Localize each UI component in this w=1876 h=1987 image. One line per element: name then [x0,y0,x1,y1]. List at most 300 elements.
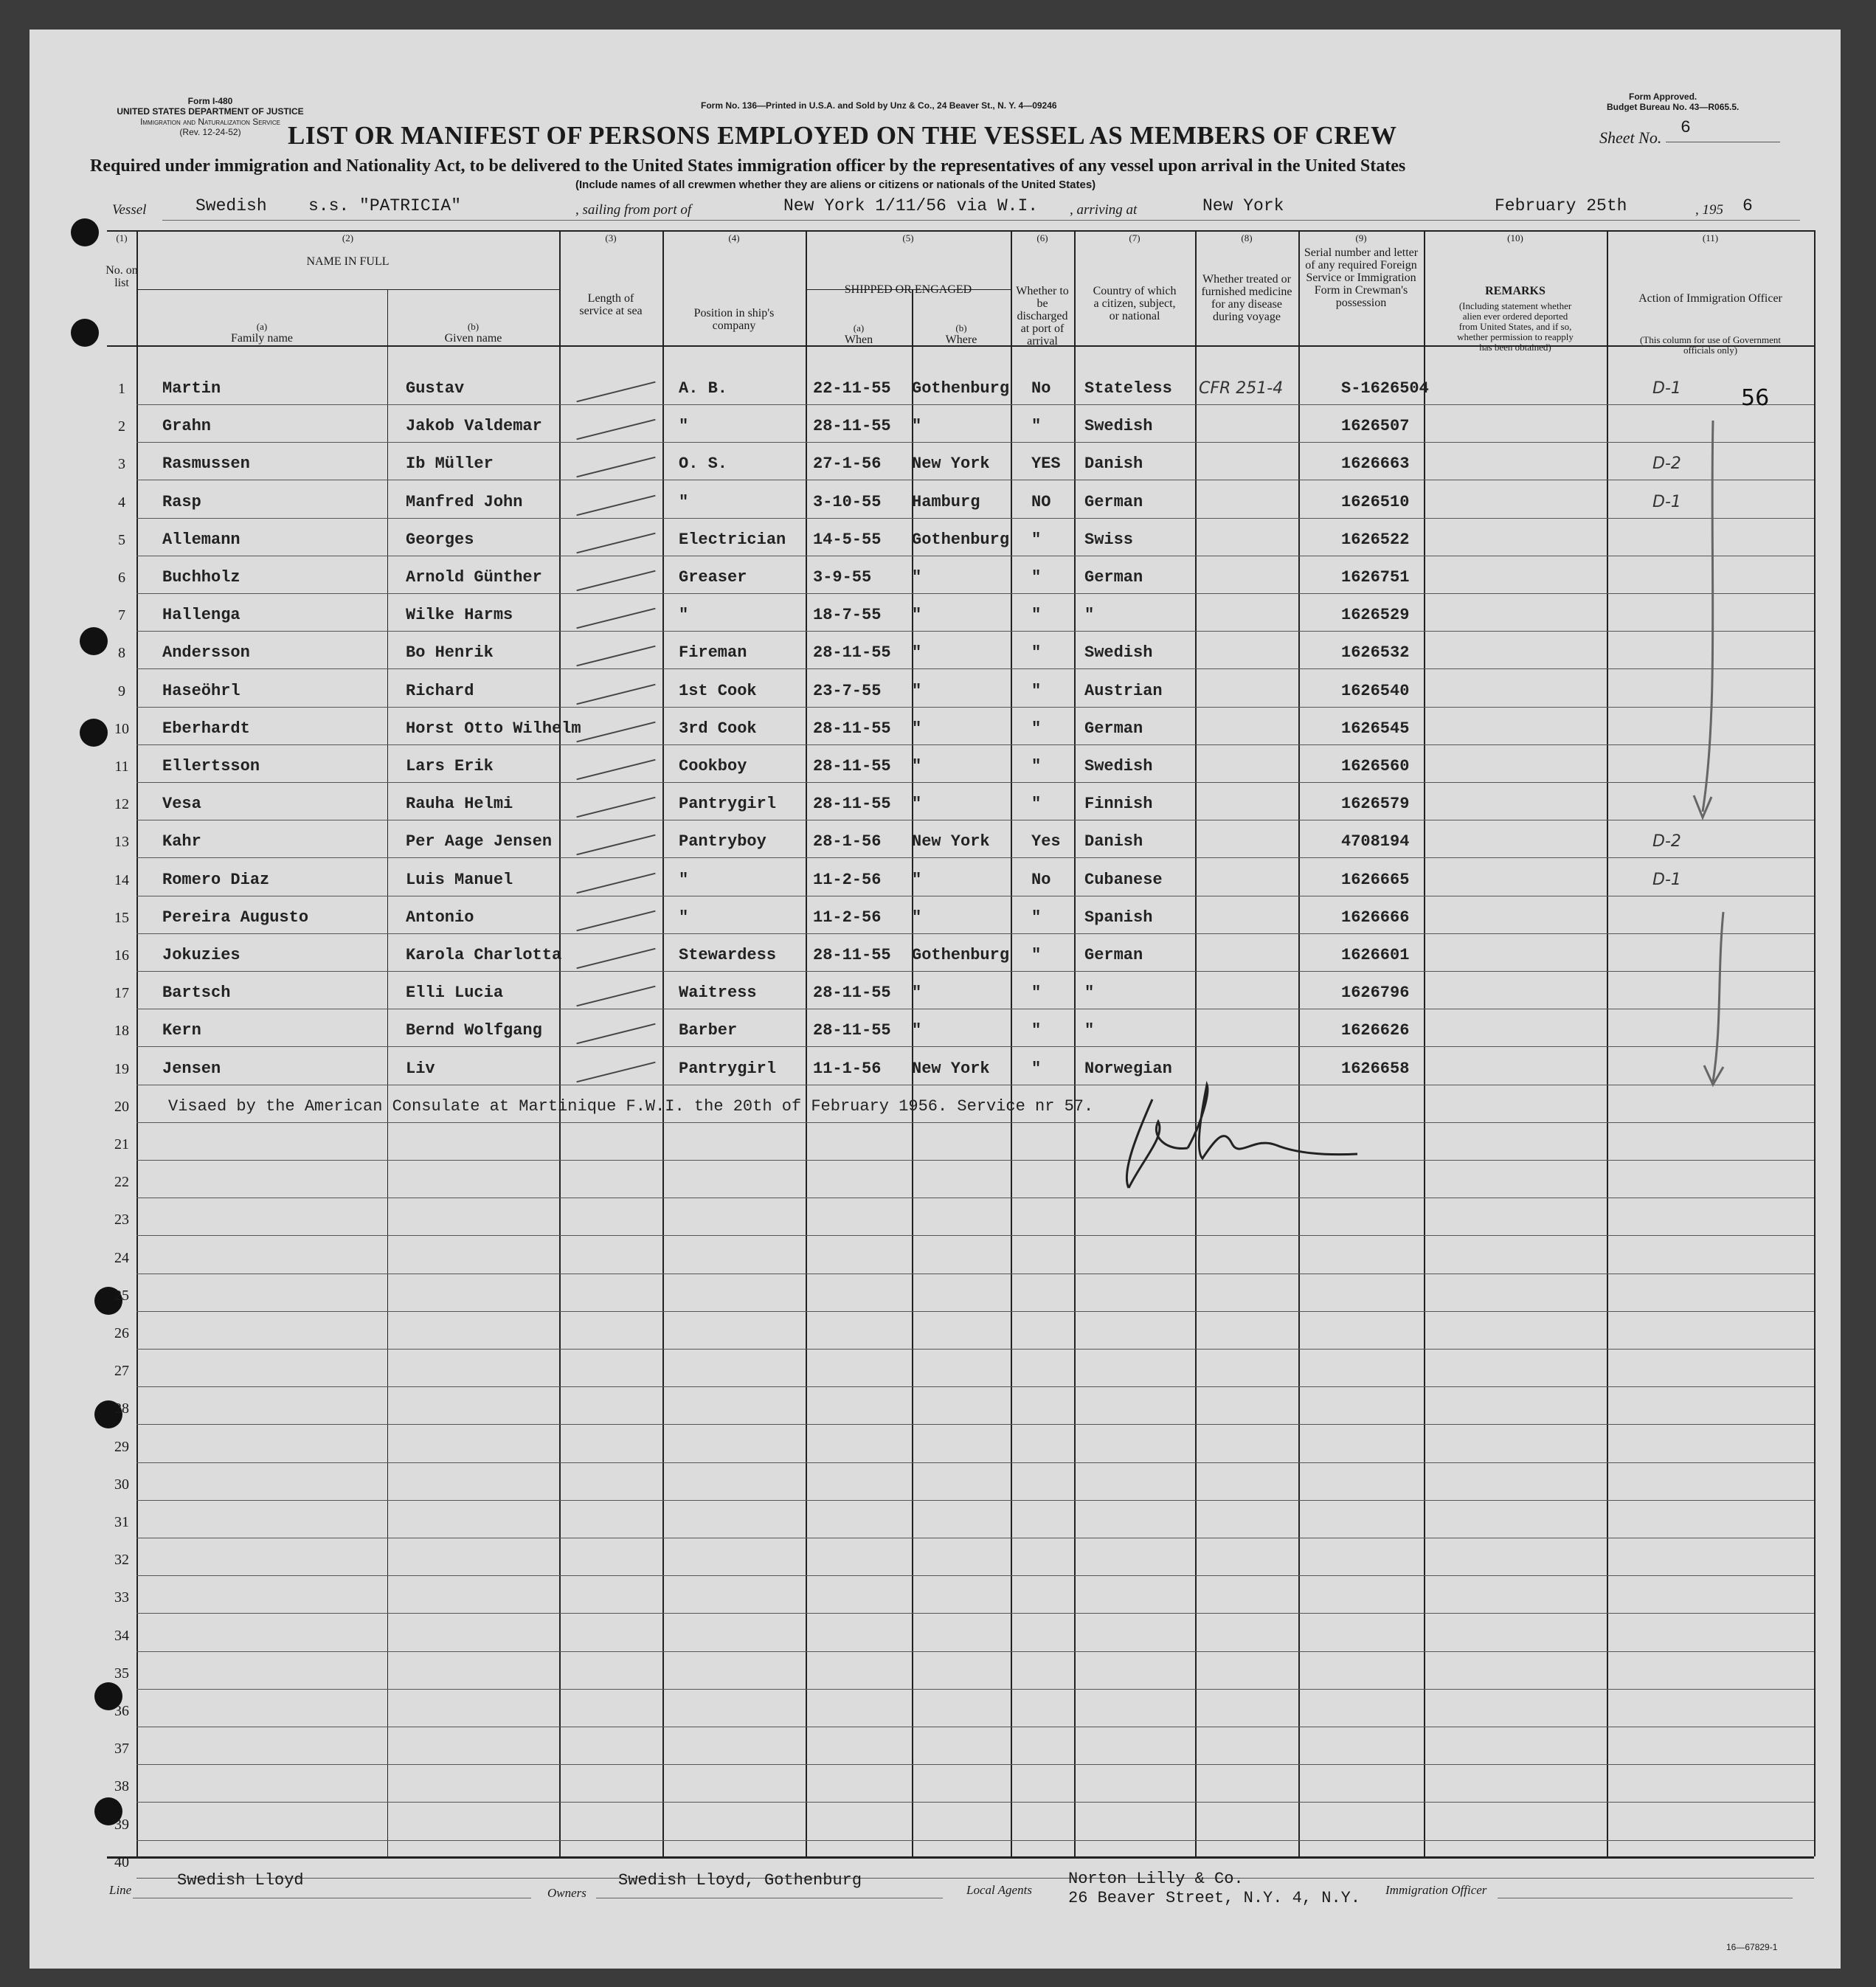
crew-family-name: Rasp [162,493,201,511]
row-number: 17 [114,985,129,1001]
length-slash [576,608,655,629]
crew-discharged: " [1031,946,1042,964]
form-subtitle: Required under immigration and Nationality Act, to be delivered to the United States immigration officer by the representatives of any vessel upon arrival in the United States [90,156,1406,176]
length-slash [576,570,655,592]
vessel-nationality: Swedish [195,196,267,215]
crew-given-name: Rauha Helmi [406,795,513,813]
vessel-label: Vessel [112,202,147,218]
crew-discharged: " [1031,908,1042,927]
crew-discharged: Yes [1031,832,1061,851]
crew-position: " [679,908,689,927]
length-slash [576,684,655,705]
footer-line-label: Line [109,1883,132,1897]
row-number: 30 [114,1476,129,1493]
punch-hole [80,627,108,655]
crew-when: 14-5-55 [813,531,882,549]
col-number: (3) [605,232,617,243]
crew-position: A. B. [679,379,728,398]
crew-position: O. S. [679,455,728,473]
row-number: 8 [118,645,125,661]
crew-where: " [912,757,922,775]
crew-serial: 1626522 [1341,531,1410,549]
row-divider [136,1311,1814,1312]
crew-country: Swedish [1084,643,1153,662]
length-slash [576,457,655,478]
punch-hole [80,719,108,747]
footer-code: 16—67829-1 [1726,1942,1778,1952]
crew-treated: CFR 251-4 [1199,379,1284,398]
crew-serial: 1626626 [1341,1021,1410,1040]
crew-when: 28-11-55 [813,643,891,662]
col-letter: (b) [467,321,480,332]
crew-where: " [912,984,922,1002]
crew-family-name: Jokuzies [162,946,240,964]
col-number: (4) [728,232,740,243]
table-top-border [107,230,1814,232]
crew-serial: 1626510 [1341,493,1410,511]
crew-given-name: Arnold Günther [406,568,542,587]
crew-given-name: Ib Müller [406,455,494,473]
crew-country: Swedish [1084,417,1153,435]
length-slash [576,1023,655,1045]
length-slash [576,797,655,818]
row-divider [136,857,1814,858]
header-shipped: SHIPPED OR ENGAGED [844,283,972,296]
header-discharged: Whether to be discharged at port of arrival [1016,285,1069,348]
crew-when: 28-1-56 [813,832,882,851]
row-divider [136,1840,1814,1841]
crew-serial: 1626560 [1341,757,1410,775]
crew-country: Stateless [1084,379,1172,398]
crew-country: Finnish [1084,795,1153,813]
header-where: Where [945,334,977,346]
crew-when: 28-11-55 [813,417,891,435]
length-slash [576,533,655,554]
header-treated: Whether treated or furnished medicine for any disease during voyage [1201,273,1292,323]
crew-family-name: Andersson [162,643,250,662]
crew-serial: 1626751 [1341,568,1410,587]
crew-country: Swedish [1084,757,1153,775]
crew-action: D-1 [1652,493,1681,511]
crew-family-name: Haseöhrl [162,682,240,700]
crew-family-name: Bartsch [162,984,231,1002]
crew-given-name: Georges [406,531,474,549]
crew-discharged: " [1031,643,1042,662]
dept-line: UNITED STATES DEPARTMENT OF JUSTICE [117,106,304,117]
crew-where: New York [912,455,990,473]
col-number: (1) [116,232,128,243]
row-number: 33 [114,1589,129,1606]
row-divider [136,707,1814,708]
row-divider [136,1802,1814,1803]
crew-where: Gothenburg [912,379,1010,398]
crew-given-name: Horst Otto Wilhelm [406,719,581,738]
row-divider [136,1235,1814,1236]
crew-family-name: Pereira Augusto [162,908,309,927]
crew-position: Pantrygirl [679,1060,777,1078]
crew-where: " [912,719,922,738]
printer-line: Form No. 136—Printed in U.S.A. and Sold by Unz & Co., 24 Beaver St., N. Y. 4—09246 [701,100,1057,111]
crew-country: Swiss [1084,531,1134,549]
length-slash [576,646,655,667]
crew-discharged: " [1031,1060,1042,1078]
crew-when: 3-10-55 [813,493,882,511]
crew-when: 11-2-56 [813,908,882,927]
visa-note: Visaed by the American Consulate at Martinique F.W.I. the 20th of February 1956. Service nr 57. [168,1097,1094,1116]
header-remarks: REMARKS [1485,285,1546,297]
crew-given-name: Jakob Valdemar [406,417,542,435]
crew-when: 18-7-55 [813,606,882,624]
crew-country: German [1084,719,1143,738]
length-slash [576,986,655,1007]
crew-position: " [679,871,689,889]
crew-given-name: Manfred John [406,493,523,511]
row-divider [136,1764,1814,1765]
crew-serial: 1626532 [1341,643,1410,662]
budget-bureau: Budget Bureau No. 43—R065.5. [1607,102,1740,112]
sailing-from: New York 1/11/56 via W.I. [783,196,1039,215]
crew-serial: S-1626504 [1341,379,1429,398]
row-divider [136,1349,1814,1350]
crew-position: " [679,417,689,435]
row-divider [136,1462,1814,1463]
length-slash [576,419,655,440]
crew-serial: 1626663 [1341,455,1410,473]
row-number: 39 [114,1817,129,1833]
crew-discharged: " [1031,606,1042,624]
crew-position: Stewardess [679,946,777,964]
row-number: 3 [118,456,125,472]
col-number: (2) [342,232,354,243]
crew-position: " [679,493,689,511]
col-letter: (a) [853,322,865,334]
form-subnote: (Include names of all crewmen whether they are aliens or citizens or nationals of the United States) [575,179,1096,191]
row-number: 11 [114,758,129,775]
crew-serial: 1626666 [1341,908,1410,927]
row-number: 15 [114,910,129,926]
row-divider [136,1122,1814,1123]
row-divider [136,518,1814,519]
table-bottom-border [107,1856,1814,1859]
footer-agents-address: 26 Beaver Street, N.Y. 4, N.Y. [1068,1889,1361,1907]
row-divider [136,744,1814,745]
row-divider [136,404,1814,405]
crew-country: German [1084,946,1143,964]
crew-where: " [912,908,922,927]
crew-country: Spanish [1084,908,1153,927]
crew-where: Hamburg [912,493,980,511]
punch-hole [71,319,99,347]
crew-serial: 4708194 [1341,832,1410,851]
crew-where: " [912,568,922,587]
header-action: Action of Immigration Officer [1638,292,1782,305]
header-country: Country of which a citizen, subject, or national [1093,285,1177,322]
crew-when: 3-9-55 [813,568,872,587]
col-number: (10) [1507,232,1523,243]
crew-action: D-1 [1652,871,1681,889]
crew-position: Cookboy [679,757,747,775]
crew-position: Barber [679,1021,738,1040]
row-number: 10 [114,721,129,737]
crew-given-name: Richard [406,682,474,700]
crew-serial: 1626545 [1341,719,1410,738]
crew-position: Fireman [679,643,747,662]
row-number: 31 [114,1514,129,1530]
crew-when: 27-1-56 [813,455,882,473]
dept-line: Immigration and Naturalization Service [140,117,280,127]
row-divider [136,971,1814,972]
row-number: 32 [114,1552,129,1568]
crew-discharged: NO [1031,493,1051,511]
crew-where: Gothenburg [912,946,1010,964]
crew-discharged: " [1031,417,1042,435]
crew-given-name: Per Aage Jensen [406,832,553,851]
crew-family-name: Jensen [162,1060,221,1078]
crew-where: " [912,417,922,435]
crew-country: Norwegian [1084,1060,1172,1078]
crew-when: 28-11-55 [813,719,891,738]
row-divider [136,668,1814,669]
col-number: (6) [1036,232,1048,243]
row-divider [136,631,1814,632]
crew-action: D-2 [1652,832,1681,851]
row-number: 9 [118,683,125,699]
crew-serial: 1626796 [1341,984,1410,1002]
sailing-label: , sailing from port of [575,202,692,218]
arriving-label: , arriving at [1070,202,1138,218]
crew-family-name: Vesa [162,795,201,813]
row-divider [136,1424,1814,1425]
row-number: 1 [118,381,125,397]
crew-given-name: Lars Erik [406,757,494,775]
manifest-sheet [30,30,1841,1969]
crew-where: " [912,682,922,700]
crew-discharged: " [1031,757,1042,775]
form-title: LIST OR MANIFEST OF PERSONS EMPLOYED ON THE VESSEL AS MEMBERS OF CREW [288,121,1397,150]
punch-hole [71,218,99,246]
row-divider [136,1878,1814,1879]
crew-where: " [912,795,922,813]
footer-line-value: Swedish Lloyd [177,1871,304,1890]
col-letter: (a) [256,321,268,332]
row-number: 40 [114,1854,129,1870]
sheet-label: Sheet No. [1599,128,1662,147]
row-divider [136,1575,1814,1576]
crew-given-name: Elli Lucia [406,984,504,1002]
footer-agents-value: Norton Lilly & Co. [1068,1870,1244,1888]
crew-when: 28-11-55 [813,1021,891,1040]
header-remarks-note: (Including statement whether alien ever ordered deported from United States, and if so, whether permission to reapply has been obtained) [1457,300,1574,353]
row-number: 16 [114,947,129,964]
row-number: 29 [114,1439,129,1455]
row-number: 4 [118,494,125,511]
crew-position: Pantrygirl [679,795,777,813]
crew-discharged: " [1031,531,1042,549]
crew-when: 11-1-56 [813,1060,882,1078]
row-number: 34 [114,1628,129,1644]
length-slash [576,722,655,743]
row-number: 36 [114,1703,129,1719]
arrival-date: February 25th [1495,196,1627,215]
col-number: (7) [1129,232,1141,243]
crew-when: 23-7-55 [813,682,882,700]
length-slash [576,495,655,516]
footer-agents-label: Local Agents [966,1883,1032,1897]
crew-action: D-1 [1652,379,1681,398]
row-divider [136,782,1814,783]
crew-position: " [679,606,689,624]
row-number: 18 [114,1023,129,1039]
crew-given-name: Luis Manuel [406,871,513,889]
col-number: (9) [1355,232,1367,243]
header-action-note: (This column for use of Government officials only) [1640,334,1781,356]
row-number: 23 [114,1212,129,1228]
row-number: 25 [114,1288,129,1304]
crew-family-name: Rasmussen [162,455,250,473]
row-number: 13 [114,834,129,850]
crew-serial: 1626601 [1341,946,1410,964]
crew-serial: 1626665 [1341,871,1410,889]
crew-serial: 1626658 [1341,1060,1410,1078]
crew-given-name: Gustav [406,379,465,398]
length-slash [576,759,655,781]
crew-given-name: Wilke Harms [406,606,513,624]
crew-country: " [1084,1021,1095,1040]
row-number: 21 [114,1136,129,1153]
row-number: 37 [114,1741,129,1757]
col-number: (8) [1241,232,1253,243]
crew-family-name: Hallenga [162,606,240,624]
length-slash [576,910,655,932]
row-number: 22 [114,1174,129,1190]
crew-discharged: No [1031,379,1051,398]
crew-country: German [1084,568,1143,587]
header-name-in-full: NAME IN FULL [306,255,390,268]
row-number: 24 [114,1250,129,1266]
crew-country: " [1084,606,1095,624]
crew-where: Gothenburg [912,531,1010,549]
crew-country: Danish [1084,832,1143,851]
sheet-number: 6 [1681,118,1691,137]
row-divider [136,593,1814,594]
row-number: 38 [114,1778,129,1794]
length-slash [576,1062,655,1083]
crew-position: Pantryboy [679,832,766,851]
length-slash [576,834,655,856]
form-number: Form I-480 [187,96,233,106]
length-slash [576,873,655,894]
arriving-at: New York [1202,196,1284,215]
crew-where: New York [912,832,990,851]
crew-family-name: Romero Diaz [162,871,270,889]
crew-discharged: " [1031,1021,1042,1040]
crew-when: 28-11-55 [813,795,891,813]
row-number: 2 [118,418,125,435]
row-divider [136,1689,1814,1690]
margin-note: 56 [1741,385,1770,411]
crew-when: 28-11-55 [813,984,891,1002]
row-number: 35 [114,1665,129,1682]
dept-line: (Rev. 12-24-52) [179,127,241,137]
crew-family-name: Eberhardt [162,719,250,738]
crew-where: " [912,643,922,662]
crew-given-name: Liv [406,1060,435,1078]
crew-where: " [912,606,922,624]
crew-given-name: Antonio [406,908,474,927]
crew-where: " [912,871,922,889]
row-divider [136,1651,1814,1652]
row-number: 7 [118,607,125,623]
crew-position: Greaser [679,568,747,587]
crew-when: 11-2-56 [813,871,882,889]
crew-country: Danish [1084,455,1143,473]
crew-family-name: Allemann [162,531,240,549]
crew-serial: 1626540 [1341,682,1410,700]
crew-discharged: " [1031,568,1042,587]
crew-discharged: " [1031,795,1042,813]
row-number: 6 [118,570,125,586]
crew-serial: 1626579 [1341,795,1410,813]
row-divider [136,933,1814,934]
row-number: 28 [114,1400,129,1417]
row-number: 27 [114,1363,129,1379]
row-divider [136,1500,1814,1501]
header-when: When [844,334,873,346]
header-position: Position in ship's company [693,307,775,332]
col-letter: (b) [955,322,967,334]
crew-serial: 1626507 [1341,417,1410,435]
crew-given-name: Karola Charlotta [406,946,562,964]
year-digit: 6 [1742,196,1753,215]
row-divider [136,1386,1814,1387]
crew-position: 3rd Cook [679,719,757,738]
row-number: 19 [114,1061,129,1077]
row-number: 14 [114,872,129,888]
crew-family-name: Kern [162,1021,201,1040]
crew-family-name: Kahr [162,832,201,851]
crew-country: Cubanese [1084,871,1163,889]
row-number: 12 [114,796,129,812]
crew-country: German [1084,493,1143,511]
signature [1107,1077,1365,1195]
header-length: Length of service at sea [579,292,643,317]
crew-when: 28-11-55 [813,757,891,775]
crew-discharged: YES [1031,455,1061,473]
length-slash [576,948,655,970]
length-slash [576,381,655,403]
vessel-name: s.s. "PATRICIA" [308,196,462,215]
header-given-name: Given name [444,332,502,345]
row-divider [136,442,1814,443]
row-number: 20 [114,1099,129,1115]
crew-discharged: " [1031,719,1042,738]
year-prefix: , 195 [1695,202,1723,218]
crew-given-name: Bo Henrik [406,643,494,662]
form-approved: Form Approved. [1629,91,1697,102]
crew-where: " [912,1021,922,1040]
crew-family-name: Martin [162,379,221,398]
col-number: (5) [902,232,914,243]
crew-country: Austrian [1084,682,1163,700]
crew-when: 22-11-55 [813,379,891,398]
row-number: 26 [114,1325,129,1341]
action-arrow [1675,908,1748,1092]
crew-country: " [1084,984,1095,1002]
crew-when: 28-11-55 [813,946,891,964]
crew-family-name: Buchholz [162,568,240,587]
header-no-on-list: No. on list [105,264,138,289]
row-number: 5 [118,532,125,548]
